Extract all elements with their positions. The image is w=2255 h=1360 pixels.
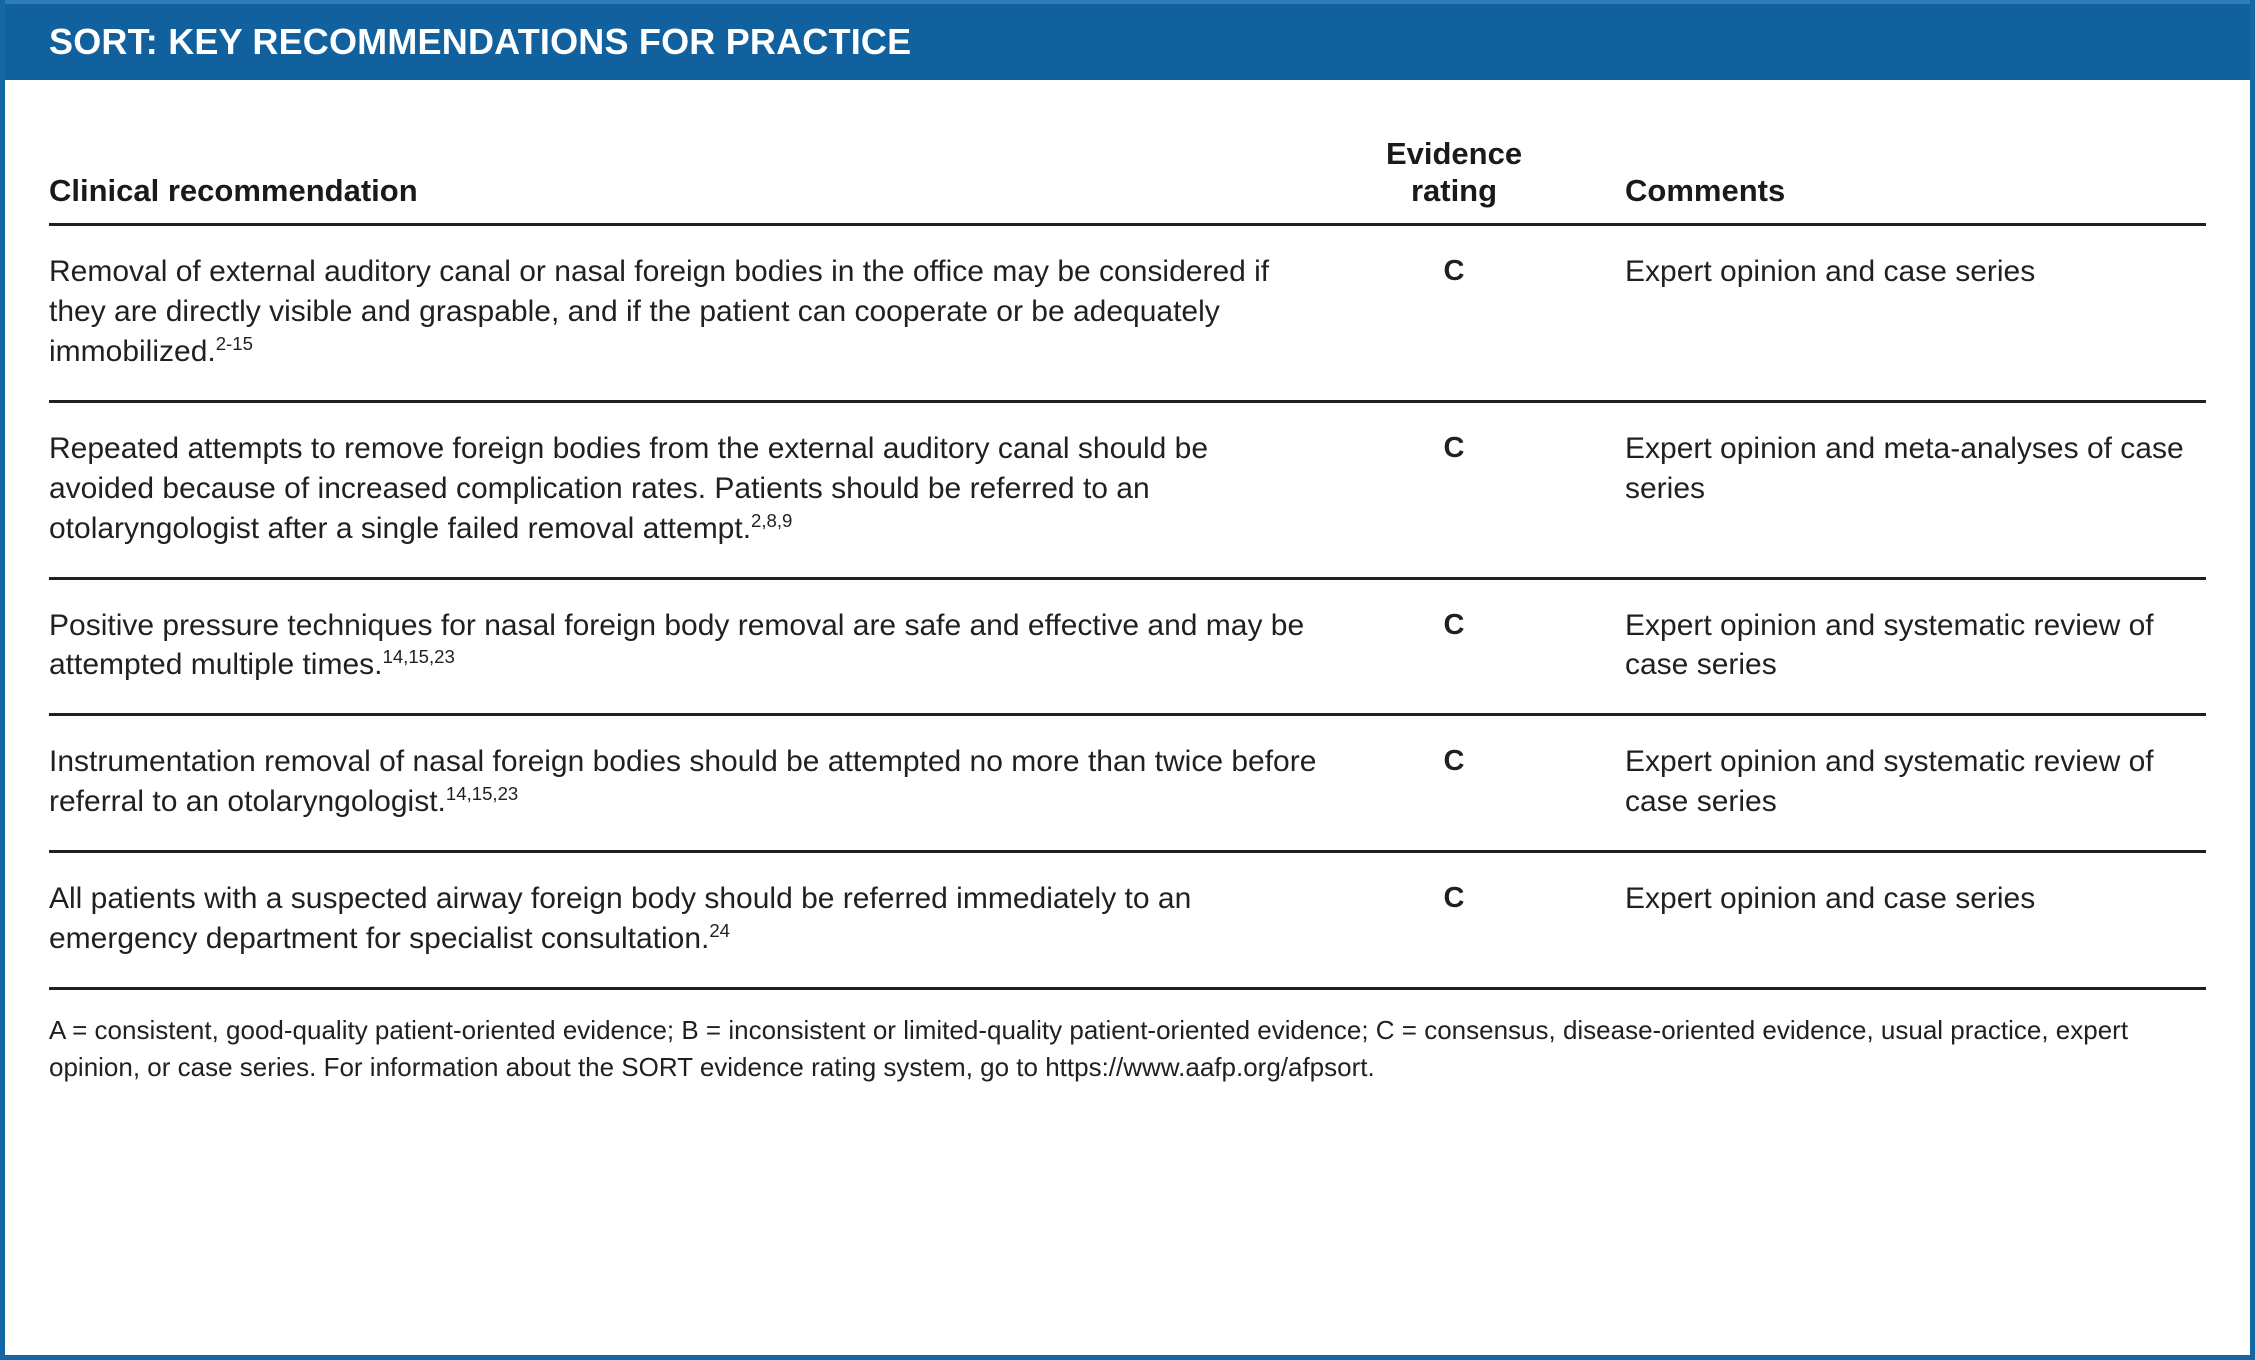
recommendation-text: Positive pressure techniques for nasal foreign body removal are safe and effective and may be attempted multiple times. xyxy=(49,608,1305,682)
table-body xyxy=(5,80,2250,990)
table-row xyxy=(49,853,2206,987)
cell-comments: Expert opinion and systematic review of case series xyxy=(1625,608,2154,682)
cell-recommendation xyxy=(49,606,1339,686)
column-header-evidence-rating-line2: rating xyxy=(1410,172,1498,208)
table-row xyxy=(49,403,2206,577)
table-footnote: A = consistent, good-quality patient-oriented evidence; B = inconsistent or limited-quality patient-oriented evidence; C = consensus, disease-oriented evidence, usual practice, expert opinion, or case series. For information about the SORT evidence rating system, go to https://www.aafp.org/afpsort. xyxy=(49,1014,2129,1082)
column-header-evidence-rating-line1: Evidence xyxy=(1385,136,1523,171)
cell-comments: Expert opinion and case series xyxy=(1625,882,2036,916)
table-title-bar xyxy=(5,0,2250,80)
cell-comments: Expert opinion and case series xyxy=(1625,255,2036,289)
cell-evidence-rating: C xyxy=(1443,882,1465,915)
recommendation-text: Repeated attempts to remove foreign bodies from the external auditory canal should be avoided because of increased complication rates. Patients should be referred to an otolaryngologist after a single failed removal attempt. xyxy=(49,431,1209,545)
citation-superscript: 14,15,23 xyxy=(445,783,519,805)
page-title: SORT: KEY RECOMMENDATIONS FOR PRACTICE xyxy=(49,21,912,62)
cell-recommendation xyxy=(49,429,1339,549)
column-header-comments: Comments xyxy=(1625,172,1786,208)
cell-evidence-rating: C xyxy=(1443,431,1465,464)
citation-superscript: 14,15,23 xyxy=(382,646,455,668)
table-row xyxy=(49,716,2206,850)
cell-comments: Expert opinion and meta-analyses of case series xyxy=(1625,431,2184,505)
citation-superscript: 24 xyxy=(709,919,731,941)
cell-recommendation xyxy=(49,742,1339,822)
cell-evidence-rating: C xyxy=(1443,745,1465,778)
table-row xyxy=(49,580,2206,714)
column-header-recommendation: Clinical recommendation xyxy=(49,172,418,208)
cell-recommendation xyxy=(49,879,1339,959)
recommendation-text: All patients with a suspected airway foreign body should be referred immediately to an emergency department for specialist consultation. xyxy=(49,882,1192,955)
cell-recommendation xyxy=(49,252,1339,372)
table-header-row xyxy=(49,80,2206,223)
citation-superscript: 2-15 xyxy=(215,332,253,354)
cell-evidence-rating: C xyxy=(1443,608,1465,641)
column-header-evidence-rating xyxy=(1339,136,1569,209)
citation-superscript: 2,8,9 xyxy=(751,509,793,531)
cell-evidence-rating: C xyxy=(1443,255,1465,288)
recommendation-text: Instrumentation removal of nasal foreign bodies should be attempted no more than twice before referral to an otolaryngologist. xyxy=(49,745,1317,819)
table-row xyxy=(49,226,2206,400)
cell-comments: Expert opinion and systematic review of case series xyxy=(1625,745,2154,819)
recommendation-text: Removal of external auditory canal or nasal foreign bodies in the office may be considered if they are directly visible and graspable, and if the patient can cooperate or be adequately immobilized. xyxy=(49,255,1270,368)
